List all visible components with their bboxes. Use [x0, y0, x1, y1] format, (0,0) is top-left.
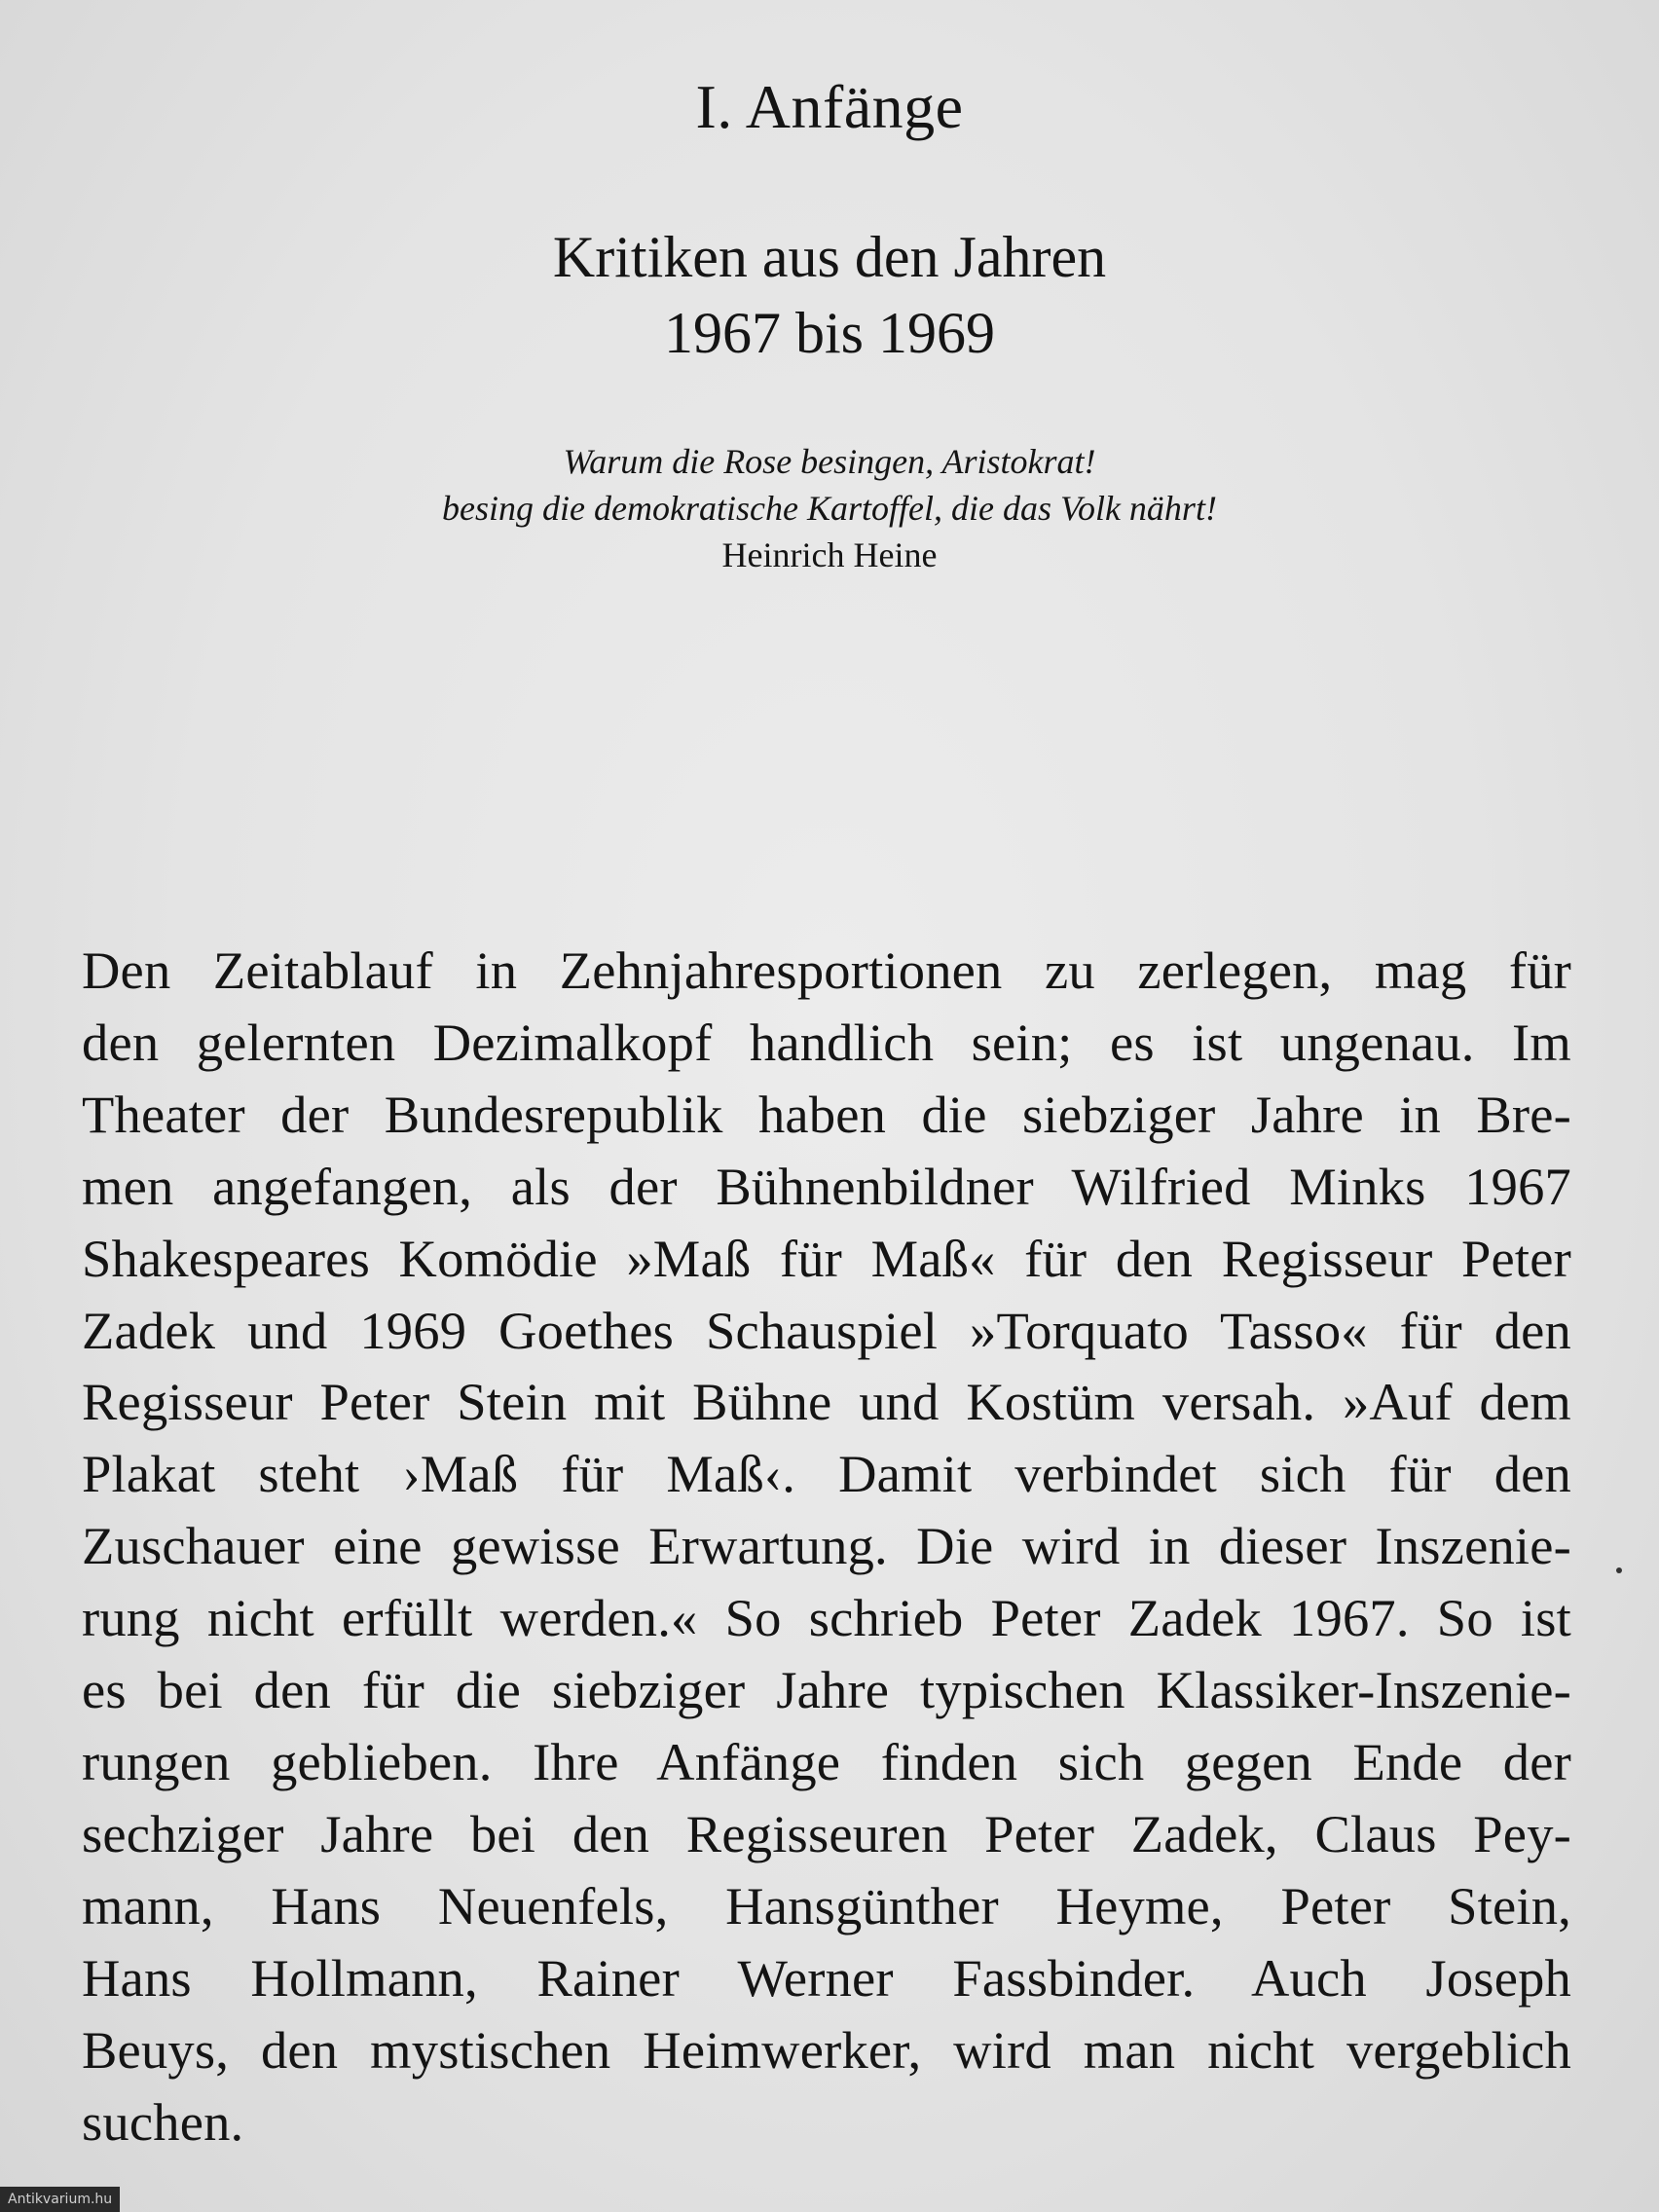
- chapter-title: I. Anfänge: [695, 72, 964, 141]
- body-line: Zadek und 1969 Goethes Schauspiel »Torquato Tasso« für den: [82, 1300, 1571, 1360]
- body-line: Plakat steht ›Maß für Maß‹. Damit verbindet sich für den: [82, 1444, 1571, 1504]
- ink-speck: [1616, 1567, 1622, 1573]
- chapter-subtitle: [0, 219, 1659, 371]
- body-paragraph: [82, 935, 1571, 2157]
- body-line: rung nicht erfüllt werden.« So schrieb Peter Zadek 1967. So ist: [82, 1588, 1571, 1648]
- body-line: den gelernten Dezimalkopf handlich sein; es ist ungenau. Im: [82, 1012, 1571, 1072]
- body-line: mann, Hans Neuenfels, Hansgünther Heyme, Peter Stein,: [82, 1875, 1571, 1936]
- subtitle-line-1: Kritiken aus den Jahren: [552, 225, 1107, 289]
- epigraph-line-1: Warum die Rose besingen, Aristokrat!: [563, 442, 1096, 481]
- body-line-last: suchen.: [82, 2091, 244, 2152]
- body-line: Zuschauer eine gewisse Erwartung. Die wird in dieser Inszenie-: [82, 1516, 1571, 1576]
- body-line: Theater der Bundesrepublik haben die siebziger Jahre in Bre-: [82, 1084, 1571, 1144]
- body-line: men angefangen, als der Bühnenbildner Wilfried Minks 1967: [82, 1156, 1571, 1216]
- subtitle-line-2: 1967 bis 1969: [663, 301, 996, 365]
- watermark: Antikvarium.hu: [0, 2187, 120, 2212]
- body-line: Shakespeares Komödie »Maß für Maß« für den Regisseur Peter: [82, 1228, 1571, 1288]
- epigraph: [0, 438, 1659, 578]
- body-line: sechziger Jahre bei den Regisseuren Peter Zadek, Claus Pey-: [82, 1803, 1571, 1863]
- body-line: es bei den für die siebziger Jahre typischen Klassiker-Inszenie-: [82, 1660, 1571, 1720]
- epigraph-line-2: besing die demokratische Kartoffel, die das Volk nährt!: [442, 489, 1217, 528]
- body-line: Beuys, den mystischen Heimwerker, wird man nicht vergeblich: [82, 2019, 1571, 2080]
- body-line: rungen geblieben. Ihre Anfänge finden sich gegen Ende der: [82, 1731, 1571, 1791]
- epigraph-author: Heinrich Heine: [721, 535, 938, 574]
- body-line: Regisseur Peter Stein mit Bühne und Kostüm versah. »Auf dem: [82, 1372, 1571, 1432]
- body-line: Den Zeitablauf in Zehnjahresportionen zu zerlegen, mag für: [82, 940, 1571, 1000]
- body-line: Hans Hollmann, Rainer Werner Fassbinder. Auch Joseph: [82, 1947, 1571, 2008]
